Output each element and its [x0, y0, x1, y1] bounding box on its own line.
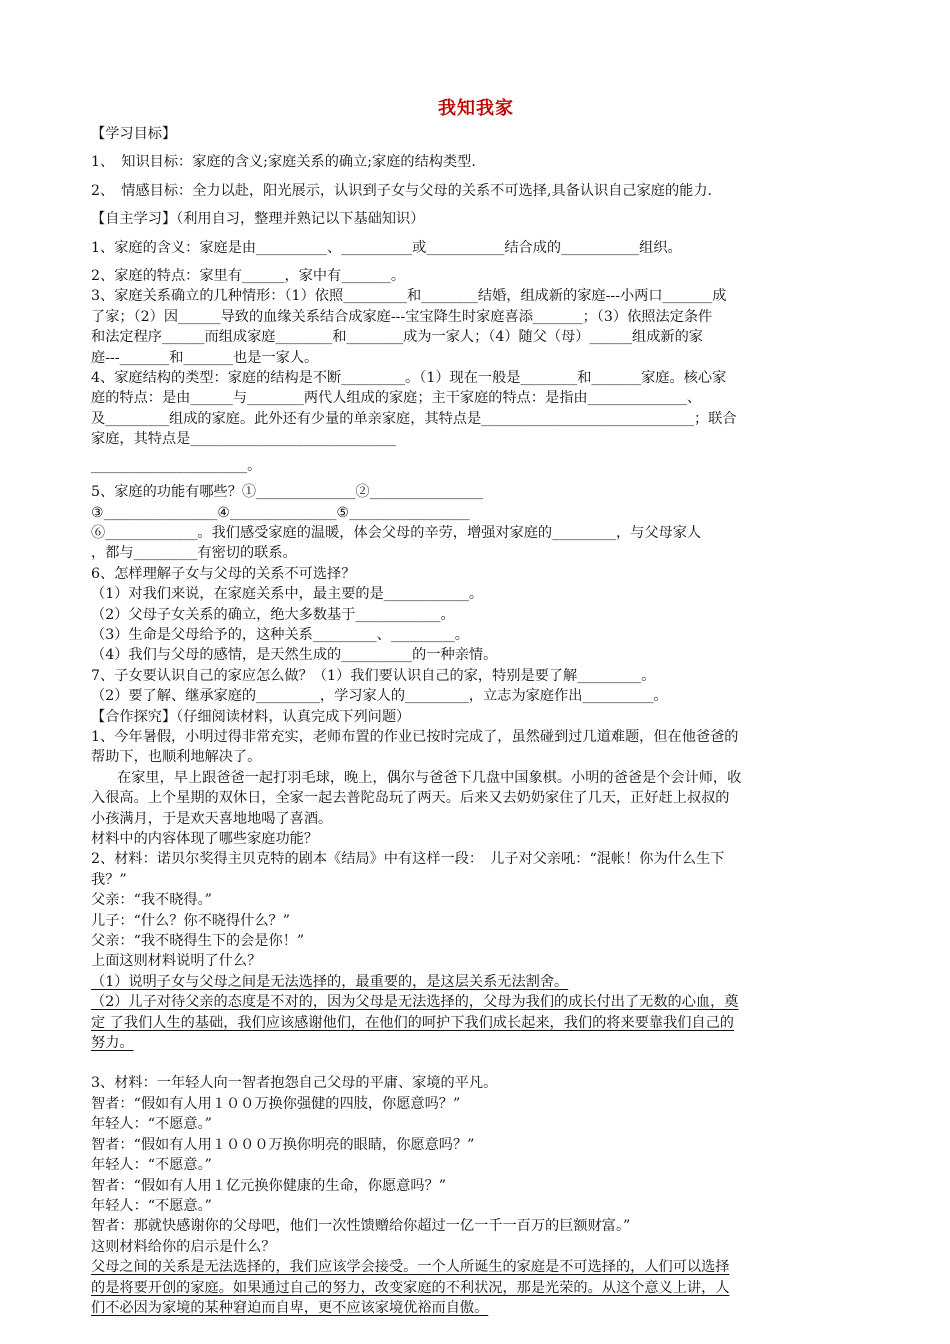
text-line: 智者：“假如有人用１０００万换你明亮的眼睛，你愿意吗？” [91, 1136, 475, 1153]
text-line: 庭的特点：是由______与________两代人组成的家庭；主干家庭的特点：是指由______________、 [91, 390, 702, 407]
text-line: （1）对我们来说，在家庭关系中，最主要的是____________。 [91, 586, 484, 603]
text-line: 智者：“假如有人用１００万换你强健的四肢，你愿意吗？” [91, 1095, 461, 1112]
text-line: 儿子：“什么？你不晓得什么？” [91, 912, 290, 929]
text-line: 1、今年暑假，小明过得非常充实，老师布置的作业已按时完成了，虽然碰到过几道难题，但在他爸爸的 [91, 728, 739, 745]
text-line: 3、家庭关系确立的几种情形：（1）依照_________和________结婚，组成新的家庭---小两口_______成 [91, 288, 727, 305]
text-line: 【自主学习】（利用自习，整理并熟记以下基础知识） [91, 211, 425, 228]
text-line: 努力。 [91, 1035, 134, 1052]
text-line: （4）我们与父母的感情，是天然生成的__________的一种亲情。 [91, 647, 498, 664]
text-line: 及_________组成的家庭。此外还有少量的单亲家庭，其特点是______________________________；联合 [91, 410, 737, 427]
text-line: 了家；（2）因______导致的血缘关系结合成家庭---宝宝降生时家庭喜添_______；（3）依照法定条件 [91, 308, 713, 325]
text-line: 父亲：“我不晓得生下的会是你！” [91, 933, 305, 950]
text-line: （1）说明子女与父母之间是无法选择的，最重要的，是这层关系无法割舍。 [91, 973, 569, 990]
text-line: 年轻人：“不愿意。” [91, 1157, 212, 1174]
text-line: 【合作探究】（仔细阅读材料，认真完成下列问题） [91, 708, 411, 725]
text-line: 智者：那就快感谢你的父母吧，他们一次性馈赠给你超过一亿一千一百万的巨额财富。” [91, 1218, 631, 1235]
text-line: （2）要了解、继承家庭的_________，学习家人的_________，立志为家庭作出__________。 [91, 688, 668, 705]
text-line: 7、子女要认识自己的家应怎么做？（1）我们要认识自己的家，特别是要了解_________。 [91, 667, 656, 684]
text-line: 3、材料：一年轻人向一智者抱怨自己父母的平庸、家境的平凡。 [91, 1075, 498, 1092]
text-line: 1、 知识目标：家庭的含义;家庭关系的确立;家庭的结构类型. [91, 154, 476, 171]
text-line: 我？” [91, 871, 127, 888]
text-line: 年轻人：“不愿意。” [91, 1197, 212, 1214]
worksheet-body [91, 124, 861, 1318]
text-line: 2、材料：诺贝尔奖得主贝克特的剧本《结局》中有这样一段： 儿子对父亲吼：“混帐！你为什么生下 [91, 851, 725, 868]
text-line: 父母之间的关系是无法选择的，我们应该学会接受。一个人所诞生的家庭是不可选择的，人们可以选择 [91, 1259, 730, 1276]
text-line: 的是将要开创的家庭。如果通过自己的努力，改变家庭的不利状况，那是光荣的。从这个意义上讲，人 [91, 1279, 730, 1296]
text-line: 家庭，其特点是_____________________________ [91, 431, 397, 448]
text-line: （2）儿子对待父亲的态度是不对的，因为父母是无法选择的，父母为我们的成长付出了无数的心血，奠 [91, 994, 739, 1011]
text-line: ，都与_________有密切的联系。 [91, 545, 297, 562]
text-line: 这则材料给你的启示是什么？ [91, 1238, 276, 1255]
text-line: ______________________。 [91, 457, 262, 474]
text-line: 1、家庭的含义：家庭是由__________、__________或___________结合成的___________组织。 [91, 239, 682, 256]
text-line: 4、家庭结构的类型：家庭的结构是不断_________。（1）现在一般是________和_______家庭。核心家 [91, 370, 727, 387]
text-line: 【学习目标】 [91, 126, 177, 142]
text-line: 和法定程序______而组成家庭________和________成为一家人；（4）随父（母）______组成新的家 [91, 329, 703, 346]
text-line: 2、家庭的特点：家里有______，家中有_______。 [91, 268, 406, 285]
text-line: 定 了我们人生的基础，我们应该感谢他们，在他们的呵护下我们成长起来，我们的将来要靠我们自己的 [91, 1014, 734, 1031]
text-line: ⑥_____________。我们感受家庭的温暖，体会父母的辛劳，增强对家庭的_________，与父母家人 [91, 524, 702, 541]
text-line: （3）生命是父母给予的，这种关系_________、_________。 [91, 626, 469, 643]
text-line: 们不必因为家境的某种窘迫而自卑，更不应该家境优裕而自傲。 [91, 1299, 489, 1316]
text-line: 小孩满月，于是欢天喜地地喝了喜酒。 [91, 810, 333, 827]
text-line: 2、 情感目标：全力以赴，阳光展示，认识到子女与父母的关系不可选择,具备认识自己家庭的能力. [91, 182, 713, 199]
text-line: 5、家庭的功能有哪些？①______________②________________ [91, 484, 484, 501]
text-line: 帮助下，也顺利地解决了。 [91, 749, 262, 766]
text-line: 上面这则材料说明了什么？ [91, 953, 262, 970]
text-line: 父亲：“我不晓得。” [91, 892, 212, 909]
text-line: 6、怎样理解子女与父母的关系不可选择？ [91, 565, 356, 582]
text-line: 庭---_______和_______也是一家人。 [91, 349, 319, 366]
page-title: 我知我家 [438, 98, 514, 119]
text-line: 材料中的内容体现了哪些家庭功能？ [91, 831, 319, 847]
text-line: 在家里，早上跟爸爸一起打羽毛球，晚上，偶尔与爸爸下几盘中国象棋。小明的爸爸是个会计师，收 [117, 769, 742, 786]
text-line: 智者：“假如有人用１亿元换你健康的生命，你愿意吗？” [91, 1177, 447, 1194]
text-line: 入很高。上个星期的双休日，全家一起去普陀岛玩了两天。后来又去奶奶家住了几天，正好赶上叔叔的 [91, 790, 730, 807]
text-line: 年轻人：“不愿意。” [91, 1116, 212, 1133]
text-line: （2）父母子女关系的确立，绝大多数基于____________。 [91, 606, 455, 623]
text-line: ③________________④_______________⑤_________________ [91, 504, 470, 521]
worksheet-page [91, 88, 861, 1318]
